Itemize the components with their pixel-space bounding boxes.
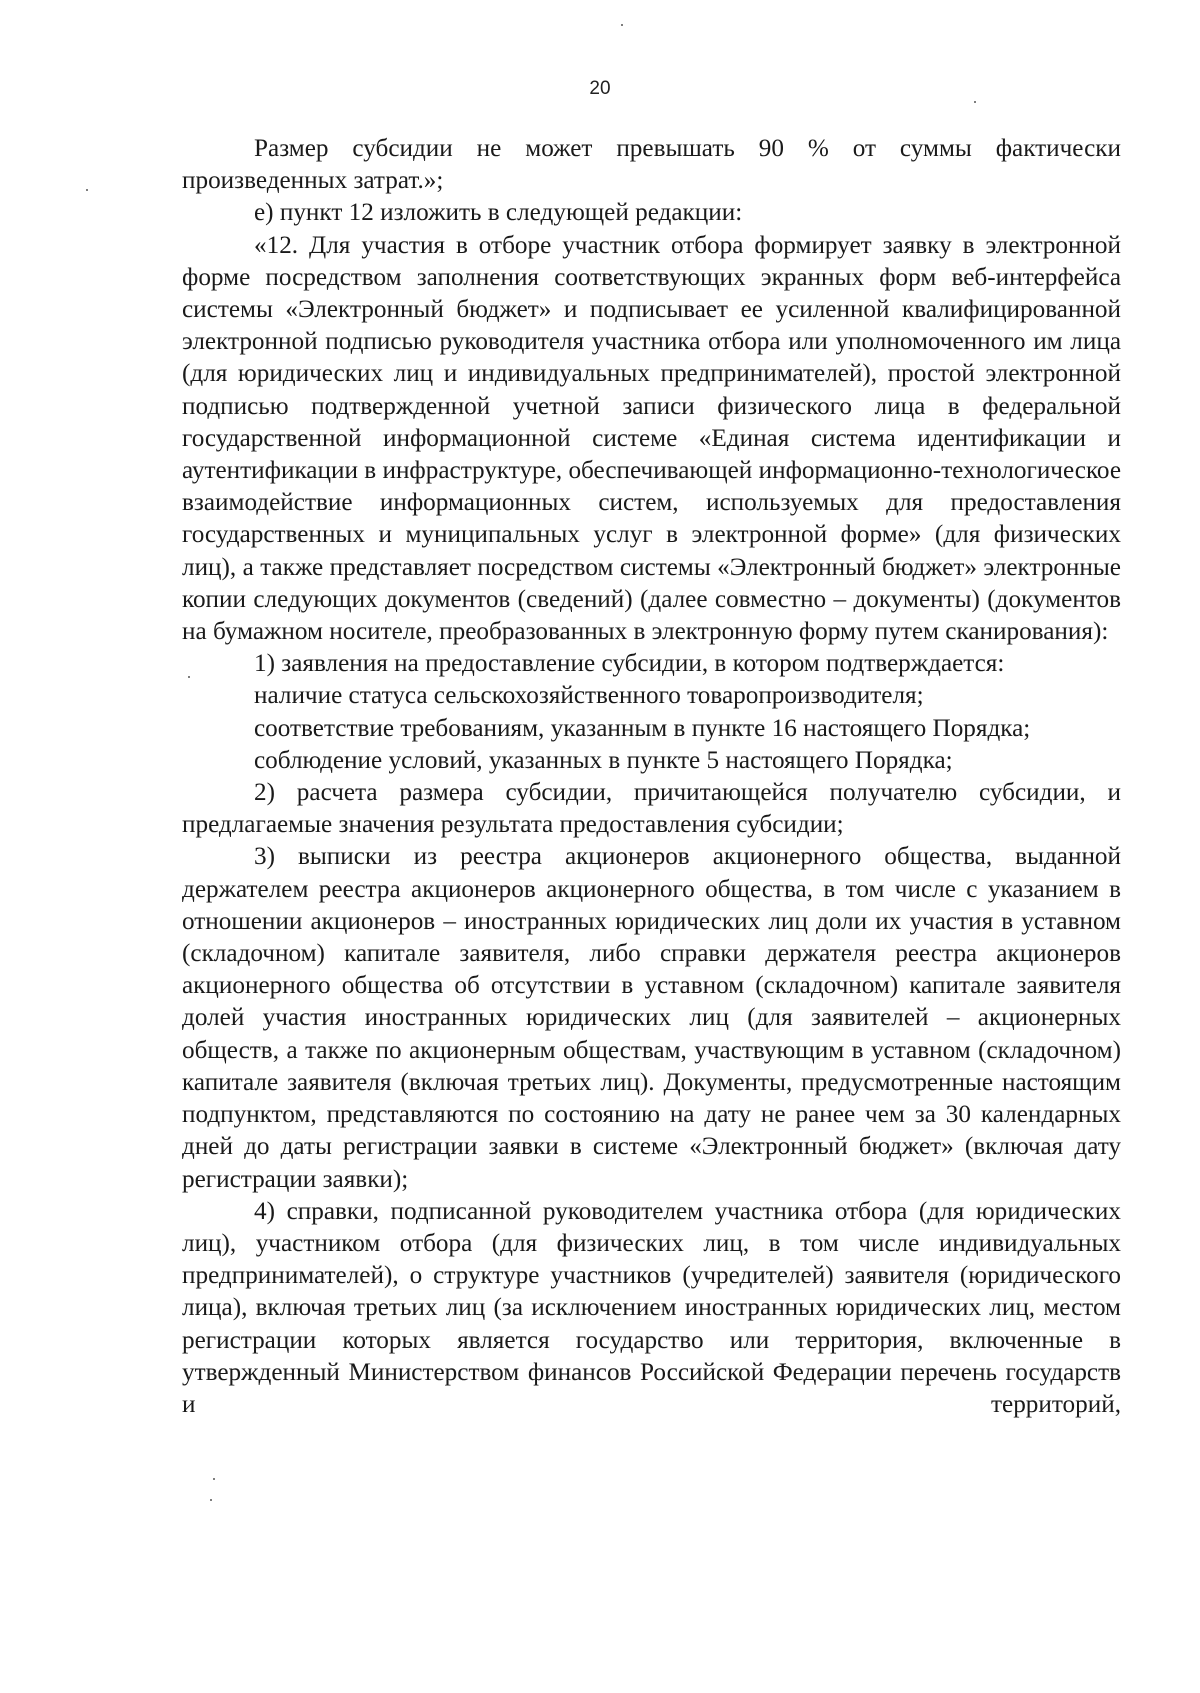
scan-speck	[86, 189, 88, 191]
scan-speck	[621, 24, 623, 26]
paragraph-subitem-2: 2) расчета размера субсидии, причитающейся получателю субсидии, и предлагаемые значения результата предоставления субсидии;	[182, 779, 1121, 839]
page-number: 20	[589, 78, 611, 99]
paragraph-conditions: соблюдение условий, указанных в пункте 5 настоящего Порядка;	[254, 746, 953, 774]
paragraph-requirements: соответствие требованиям, указанным в пункте 16 настоящего Порядка;	[254, 714, 1031, 742]
paragraph-subitem-1: 1) заявления на предоставление субсидии, в котором подтверждается:	[254, 650, 1005, 678]
scan-speck	[188, 676, 190, 678]
scan-speck	[210, 1499, 212, 1501]
paragraph-subitem-4: 4) справки, подписанной руководителем участника отбора (для юридических лиц), участником отбора (для физических лиц, в том числе индивидуальных предпринимателей), о структуре участников (учредителей) заявителя (юридического лица), включая третьих лиц (за исключением иностранных юридических лиц, местом регистрации которых является государство или территория, включенные в утвержденный Министерством финансов Российской Федерации перечень государств и территорий,	[182, 1197, 1121, 1418]
document-body	[182, 133, 1121, 1421]
paragraph-status: наличие статуса сельскохозяйственного товаропроизводителя;	[254, 682, 924, 710]
paragraph-point-12: «12. Для участия в отборе участник отбора формирует заявку в электронной форме посредством заполнения соответствующих экранных форм веб-интерфейса системы «Электронный бюджет» и подписывает ее усиленной квалифицированной электронной подписью руководителя участника отбора или уполномоченного им лица (для юридических лиц и индивидуальных предпринимателей), простой электронной подписью подтвержденной учетной записи физического лица в федеральной государственной информационной системе «Единая система идентификации и аутентификации в инфраструктуре, обеспечивающей информационно-технологическое взаимодействие информационных систем, используемых для предоставления государственных и муниципальных услуг в электронной форме» (для физических лиц), а также представляет посредством системы «Электронный бюджет» электронные копии следующих документов (сведений) (далее совместно – документы) (документов на бумажном носителе, преобразованных в электронную форму путем сканирования):	[182, 231, 1121, 646]
scan-speck	[974, 101, 976, 103]
paragraph-subitem-3: 3) выписки из реестра акционеров акционерного общества, выданной держателем реестра акционеров акционерного общества, в том числе с указанием в отношении акционеров – иностранных юридических лиц доли их участия в уставном (складочном) капитале заявителя, либо справки держателя реестра акционеров акционерного общества об отсутствии в уставном (складочном) капитале заявителя долей участия иностранных юридических лиц (для заявителей – акционерных обществ, а также по акционерным обществам, участвующим в уставном (складочном) капитале заявителя (включая третьих лиц). Документы, предусмотренные настоящим подпунктом, представляются по состоянию на дату не ранее чем за 30 календарных дней до даты регистрации заявки в системе «Электронный бюджет» (включая дату регистрации заявки);	[182, 843, 1121, 1193]
paragraph-subsidy-limit: Размер субсидии не может превышать 90 % от суммы фактически произведенных затрат.»;	[182, 135, 1121, 195]
scan-speck	[213, 1478, 215, 1480]
paragraph-item-e: е) пункт 12 изложить в следующей редакции:	[254, 199, 743, 227]
